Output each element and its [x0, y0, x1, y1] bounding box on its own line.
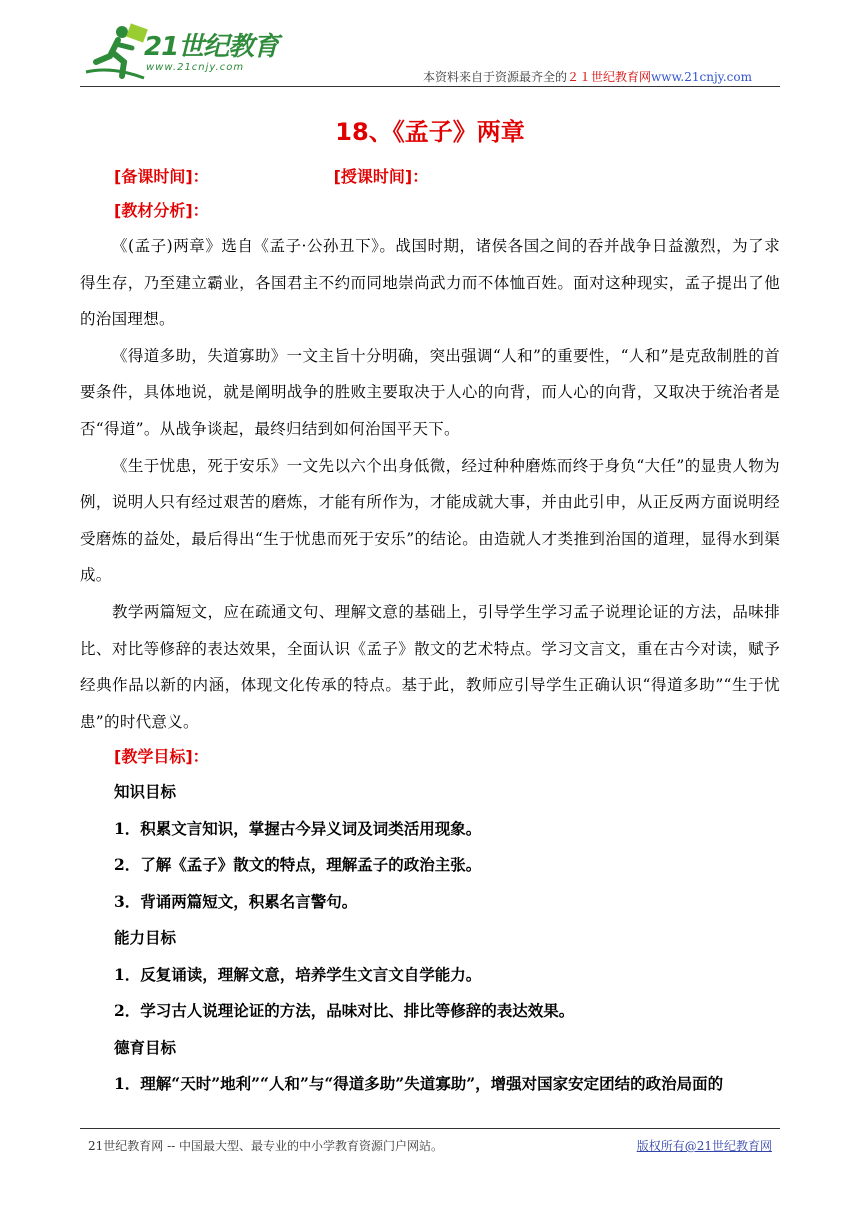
- ability-goals-heading: 能力目标: [114, 928, 177, 948]
- goals-heading: [80, 740, 780, 774]
- copyright-link[interactable]: 版权所有@21世纪教育网: [636, 1139, 772, 1153]
- analysis-paragraph-3: 《生于忧患，死于安乐》一文先以六个出身低微，经过种种磨炼而终于身负“大任”的显贵人物为例，说明人只有经过艰苦的磨炼，才能有所作为，才能成就大事，并由此引申，从正反两方面说明经受磨炼的益处，最后得出“生于忧患而死于安乐”的结论。由造就人才类推到治国的道理，显得水到渠成。: [80, 456, 780, 585]
- analysis-heading: [80, 194, 780, 228]
- analysis-label: [教材分析]：: [114, 201, 209, 220]
- prep-time-label: [备课时间]：: [114, 167, 209, 186]
- goals-label: [教学目标]：: [114, 747, 209, 767]
- page-title: 18、《孟子》两章: [335, 118, 525, 146]
- footer-divider: [80, 1128, 780, 1129]
- runner-logo-icon: [82, 22, 152, 82]
- ability-goal-item: 2．学习古人说理论证的方法，品味对比、排比等修辞的表达效果。: [114, 1001, 575, 1021]
- knowledge-goal-item: 1．积累文言知识，掌握古今异义词及词类活用现象。: [114, 818, 482, 838]
- knowledge-goal-item: 2．了解《孟子》散文的特点，理解孟子的政治主张。: [114, 855, 482, 875]
- header-note-prefix: 本资料来自于资源最齐全的: [423, 70, 568, 84]
- knowledge-goal-item: 3．背诵两篇短文，积累名言警句。: [114, 891, 358, 911]
- knowledge-goals-heading: 知识目标: [114, 782, 177, 802]
- ability-goal-item: 1．反复诵读，理解文意，培养学生文言文自学能力。: [114, 964, 482, 984]
- header-note-url[interactable]: www.21cnjy.com: [651, 70, 752, 84]
- teach-time-label: [授课时间]：: [333, 167, 429, 186]
- footer-text: 21世纪教育网 -- 中国最大型、最专业的中小学教育资源门户网站。: [88, 1139, 444, 1153]
- time-row: [80, 160, 780, 194]
- logo-url: www.21cnjy.com: [146, 62, 245, 73]
- analysis-paragraph-4: 教学两篇短文，应在疏通文句、理解文意的基础上，引导学生学习孟子说理论证的方法，品味排比、对比等修辞的表达效果，全面认识《孟子》散文的艺术特点。学习文言文，重在古今对读，赋予经典作品以新的内涵，体现文化传承的特点。基于此，教师应引导学生正确认识“得道多助”“生于忧患”的时代意义。: [80, 602, 780, 731]
- moral-goals-heading: 德育目标: [114, 1037, 177, 1057]
- analysis-paragraph-1: 《(孟子)两章》选自《孟子·公孙丑下》。战国时期，诸侯各国之间的吞并战争日益激烈，为了求得生存，乃至建立霸业，各国君主不约而同地崇尚武力而不体恤百姓。面对这种现实，孟子提出了他的治国理想。: [80, 237, 780, 329]
- site-logo[interactable]: [82, 22, 282, 82]
- page-header: [80, 22, 780, 86]
- header-note-site: ２１世纪教育网: [567, 70, 652, 84]
- logo-text: 21世纪教育: [144, 32, 279, 62]
- moral-goal-item: 1．理解“天时”地利”“人和”与“得道多助”失道寡助”，增强对国家安定团结的政治局面的: [114, 1074, 724, 1094]
- header-note: [423, 68, 752, 85]
- document-body: [80, 160, 780, 1103]
- analysis-paragraph-2: 《得道多助，失道寡助》一文主旨十分明确，突出强调“人和”的重要性，“人和”是克敌制胜的首要条件，具体地说，就是阐明战争的胜败主要取决于人心的向背，而人心的向背，又取决于统治者是否“得道”。从战争谈起，最终归结到如何治国平天下。: [80, 346, 780, 438]
- header-divider: [80, 86, 780, 87]
